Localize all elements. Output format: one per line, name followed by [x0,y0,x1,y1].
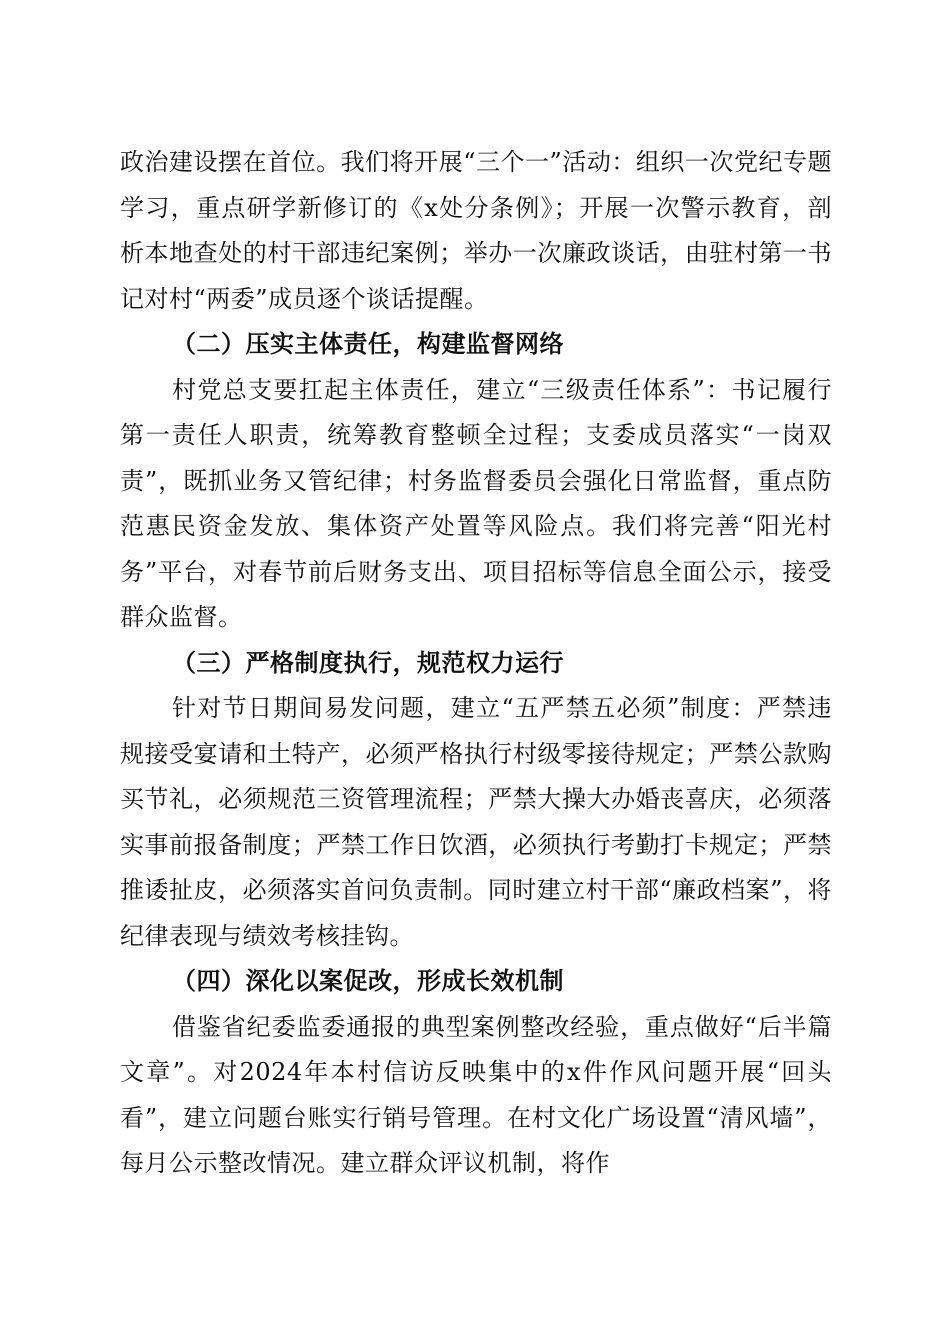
section-heading-2: （二）压实主体责任，构建监督网络 [172,330,564,358]
section-heading-3: （三）严格制度执行，规范权力运行 [172,648,564,677]
section-body-3: 针对节日期间易发问题，建立“五严禁五必须”制度：严禁违规接受宴请和土特产，必须严格执行村级零接待规定；严禁公款购买节礼，必须规范三资管理流程；严禁大操大办婚丧喜庆，必须落实事前报备制度；严禁工作日饮酒，必须执行考勤打卡规定；严禁推诿扯皮，必须落实首问负责制。同时建立村干部“廉政档案”，将纪律表现与绩效考核挂钩。 [120,694,832,950]
document-body [120,140,832,1187]
section-body-4: 借鉴省纪委监委通报的典型案例整改经验，重点做好“后半篇文章”。对2024年本村信访反映集中的x件作风问题开展“回头看”，建立问题台账实行销号管理。在村文化广场设置“清风墙”，每月公示整改情况。建立群众评议机制，将作 [120,1012,832,1177]
section-heading-4: （四）深化以案促改，形成长效机制 [172,967,564,995]
intro-paragraph: 政治建设摆在首位。我们将开展“三个一”活动：组织一次党纪专题学习，重点研学新修订的《x处分条例》；开展一次警示教育，剖析本地查处的村干部违纪案例；举办一次廉政谈话，由驻村第一书记对村“两委”成员逐个谈话提醒。 [120,148,832,313]
section-body-2: 村党总支要扛起主体责任，建立“三级责任体系”：书记履行第一责任人职责，统筹教育整顿全过程；支委成员落实“一岗双责”，既抓业务又管纪律；村务监督委员会强化日常监督，重点防范惠民资金发放、集体资产处置等风险点。我们将完善“阳光村务”平台，对春节前后财务支出、项目招标等信息全面公示，接受群众监督。 [120,375,832,631]
